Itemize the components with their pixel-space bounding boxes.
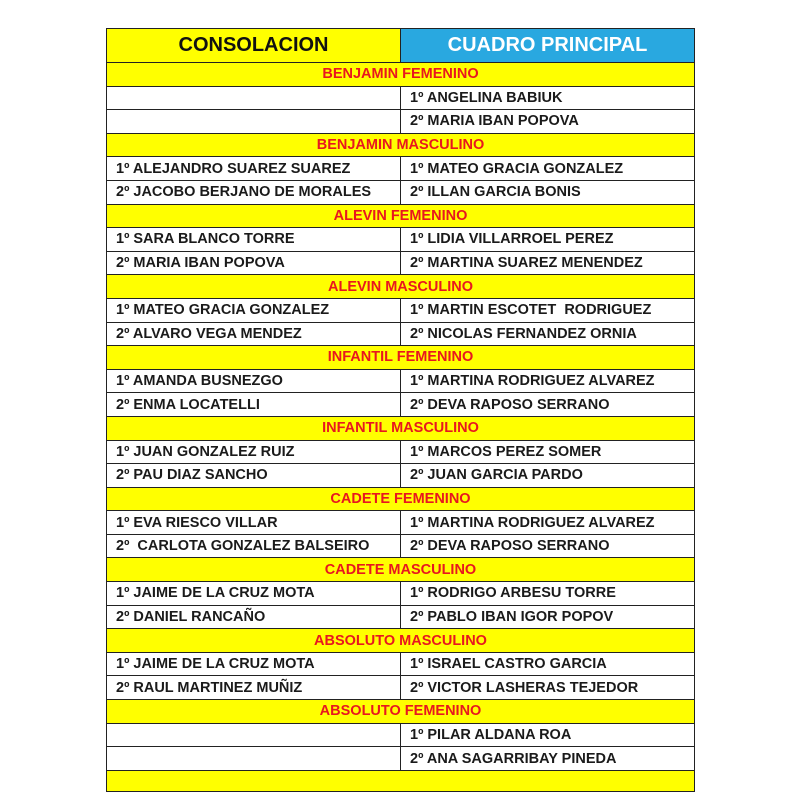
table-header	[107, 29, 695, 63]
table-row	[107, 228, 695, 252]
cuadro-principal-cell: 2º MARTINA SUAREZ MENENDEZ	[401, 252, 695, 275]
category-title: ABSOLUTO FEMENINO	[319, 703, 482, 720]
category-header	[107, 417, 695, 441]
table-row	[107, 606, 695, 630]
cuadro-principal-cell: 2º VICTOR LASHERAS TEJEDOR	[401, 676, 695, 699]
category-title: ALEVIN FEMENINO	[333, 207, 468, 224]
table-row	[107, 370, 695, 394]
consolacion-cell: 2º DANIEL RANCAÑO	[107, 606, 401, 629]
consolacion-cell: 2º RAUL MARTINEZ MUÑIZ	[107, 676, 401, 699]
cuadro-principal-cell: 2º NICOLAS FERNANDEZ ORNIA	[401, 323, 695, 346]
table-row	[107, 299, 695, 323]
table-row	[107, 747, 695, 771]
table-row	[107, 511, 695, 535]
header-consolacion: CONSOLACION	[107, 29, 401, 62]
cuadro-principal-cell: 1º MARTIN ESCOTET RODRIGUEZ	[401, 299, 695, 322]
category-title: CADETE FEMENINO	[330, 490, 471, 507]
table-row	[107, 535, 695, 559]
consolacion-cell: 1º AMANDA BUSNEZGO	[107, 370, 401, 393]
table-row	[107, 676, 695, 700]
cuadro-principal-cell: 1º ANGELINA BABIUK	[401, 87, 695, 110]
table-row	[107, 653, 695, 677]
category-header	[107, 205, 695, 229]
category-title: CADETE MASCULINO	[324, 561, 477, 578]
category-header	[107, 275, 695, 299]
category-header	[107, 346, 695, 370]
table-row	[107, 323, 695, 347]
cuadro-principal-cell: 1º MATEO GRACIA GONZALEZ	[401, 157, 695, 180]
category-title: INFANTIL FEMENINO	[327, 349, 474, 366]
category-title: BENJAMIN FEMENINO	[322, 66, 479, 83]
cuadro-principal-cell: 2º ILLAN GARCIA BONIS	[401, 181, 695, 204]
consolacion-cell	[107, 724, 401, 747]
cuadro-principal-cell: 1º MARTINA RODRIGUEZ ALVAREZ	[401, 370, 695, 393]
consolacion-cell: 2º CARLOTA GONZALEZ BALSEIRO	[107, 535, 401, 558]
table-row	[107, 110, 695, 134]
table-row	[107, 87, 695, 111]
cuadro-principal-cell: 1º RODRIGO ARBESU TORRE	[401, 582, 695, 605]
consolacion-cell	[107, 87, 401, 110]
header-cuadro-principal: CUADRO PRINCIPAL	[401, 29, 695, 62]
consolacion-cell: 2º JACOBO BERJANO DE MORALES	[107, 181, 401, 204]
table-row	[107, 441, 695, 465]
cuadro-principal-cell: 1º LIDIA VILLARROEL PEREZ	[401, 228, 695, 251]
consolacion-cell: 2º ALVARO VEGA MENDEZ	[107, 323, 401, 346]
cuadro-principal-cell: 2º ANA SAGARRIBAY PINEDA	[401, 747, 695, 770]
cuadro-principal-cell: 1º PILAR ALDANA ROA	[401, 724, 695, 747]
category-header	[107, 488, 695, 512]
cuadro-principal-cell: 1º MARTINA RODRIGUEZ ALVAREZ	[401, 511, 695, 534]
table-row	[107, 582, 695, 606]
category-title: ALEVIN MASCULINO	[328, 278, 473, 295]
consolacion-cell	[107, 110, 401, 133]
category-header	[107, 629, 695, 653]
cuadro-principal-cell: 2º DEVA RAPOSO SERRANO	[401, 535, 695, 558]
consolacion-cell: 1º JUAN GONZALEZ RUIZ	[107, 441, 401, 464]
cuadro-principal-cell: 1º MARCOS PEREZ SOMER	[401, 441, 695, 464]
consolacion-cell: 2º PAU DIAZ SANCHO	[107, 464, 401, 487]
table-row	[107, 393, 695, 417]
cuadro-principal-cell: 2º JUAN GARCIA PARDO	[401, 464, 695, 487]
consolacion-cell: 1º SARA BLANCO TORRE	[107, 228, 401, 251]
table-row	[107, 157, 695, 181]
table-row	[107, 252, 695, 276]
consolacion-cell: 2º MARIA IBAN POPOVA	[107, 252, 401, 275]
consolacion-cell: 2º ENMA LOCATELLI	[107, 393, 401, 416]
category-header	[107, 700, 695, 724]
cuadro-principal-cell: 2º DEVA RAPOSO SERRANO	[401, 393, 695, 416]
category-title: ABSOLUTO MASCULINO	[314, 632, 487, 649]
consolacion-cell: 1º MATEO GRACIA GONZALEZ	[107, 299, 401, 322]
consolacion-cell	[107, 747, 401, 770]
table-row	[107, 724, 695, 748]
category-title: INFANTIL MASCULINO	[322, 420, 479, 437]
table-row	[107, 181, 695, 205]
table-body	[107, 63, 695, 771]
consolacion-cell: 1º ALEJANDRO SUAREZ SUAREZ	[107, 157, 401, 180]
cuadro-principal-cell: 2º MARIA IBAN POPOVA	[401, 110, 695, 133]
category-header	[107, 134, 695, 158]
category-header	[107, 63, 695, 87]
results-table	[106, 28, 695, 792]
table-row	[107, 464, 695, 488]
consolacion-cell: 1º JAIME DE LA CRUZ MOTA	[107, 653, 401, 676]
consolacion-cell: 1º JAIME DE LA CRUZ MOTA	[107, 582, 401, 605]
cuadro-principal-cell: 1º ISRAEL CASTRO GARCIA	[401, 653, 695, 676]
consolacion-cell: 1º EVA RIESCO VILLAR	[107, 511, 401, 534]
cuadro-principal-cell: 2º PABLO IBAN IGOR POPOV	[401, 606, 695, 629]
table-footer	[107, 771, 695, 792]
category-title: BENJAMIN MASCULINO	[316, 137, 485, 154]
category-header	[107, 558, 695, 582]
